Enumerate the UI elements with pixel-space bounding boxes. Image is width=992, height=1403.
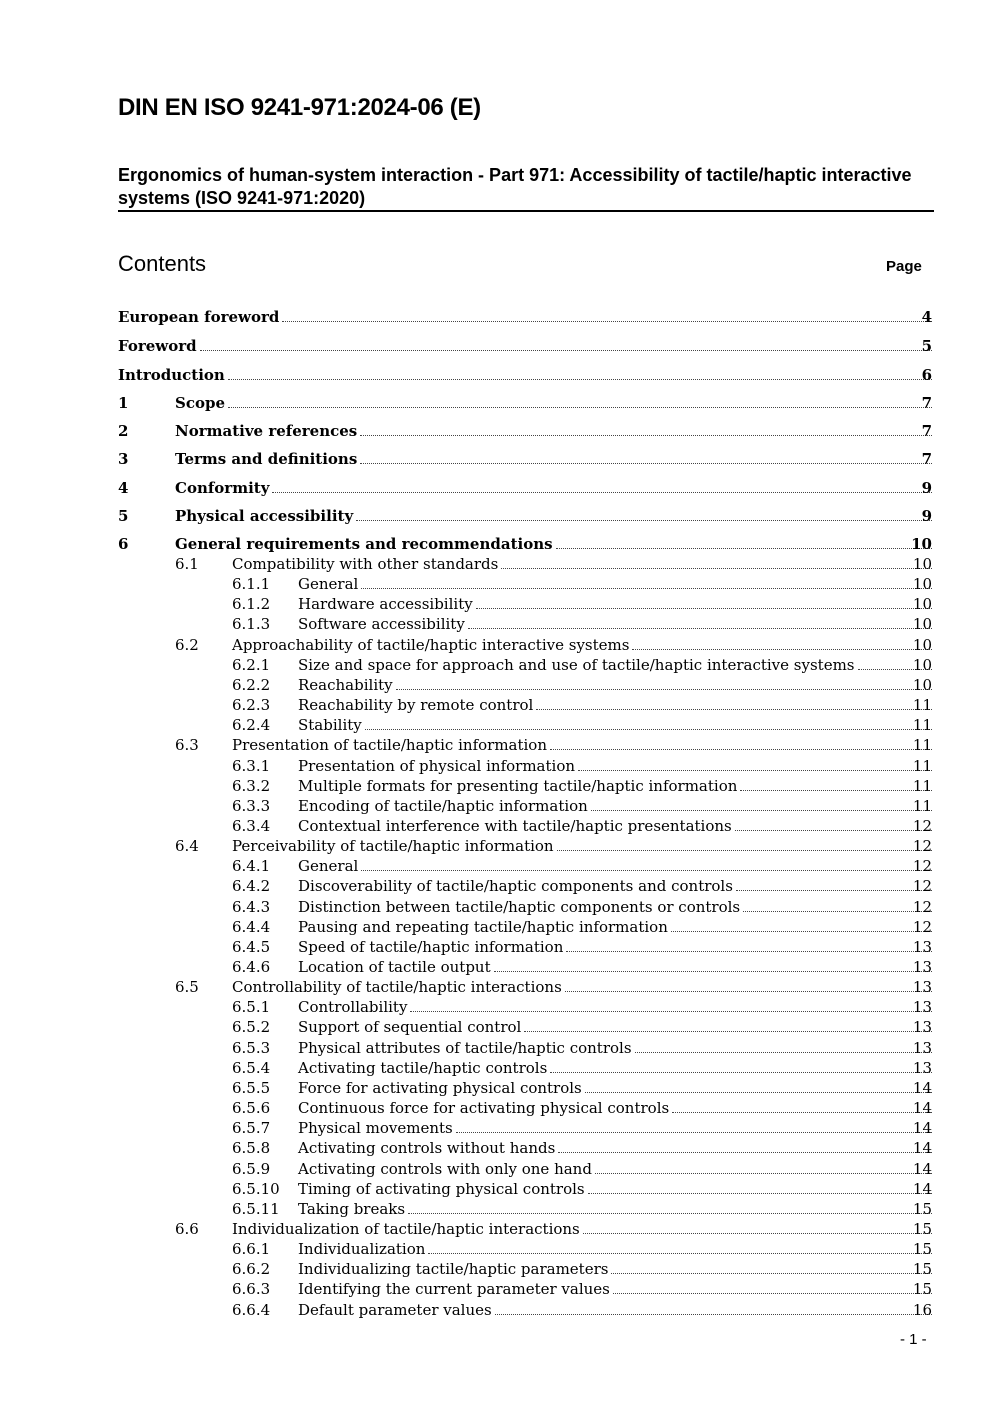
toc-entry-title-wrap xyxy=(298,1038,934,1058)
toc-entry-title[interactable]: Distinction between tactile/haptic components or controls xyxy=(298,897,741,916)
toc-dot-leader xyxy=(632,635,932,650)
toc-dot-leader xyxy=(361,574,932,589)
toc-entry-page: 10 xyxy=(912,555,932,573)
toc-entry-title[interactable]: Foreword xyxy=(118,337,197,355)
toc-dot-leader xyxy=(550,1058,932,1073)
toc-entry-title[interactable]: Continuous force for activating physical controls xyxy=(298,1099,670,1118)
toc-entry-title[interactable]: Size and space for approach and use of tactile/haptic interactive systems xyxy=(298,655,855,674)
toc-entry-page: 14 xyxy=(912,1179,932,1198)
toc-dot-leader xyxy=(536,695,932,710)
toc-entry-title[interactable]: Activating controls without hands xyxy=(298,1139,556,1158)
toc-entry-page: 14 xyxy=(912,1099,932,1118)
toc-entry-page: 5 xyxy=(921,337,932,355)
toc-entry-number: 6.2.1 xyxy=(232,655,271,674)
toc-entry-number: 6.5.3 xyxy=(232,1038,271,1057)
toc-entry-page: 14 xyxy=(912,1159,932,1178)
toc-entry-title-wrap xyxy=(232,635,934,655)
toc-entry-number: 1 xyxy=(118,394,129,412)
toc-entry-number: 6.2.2 xyxy=(232,675,271,694)
toc-entry-number: 6.5.5 xyxy=(232,1078,271,1097)
toc-entry-title[interactable]: Pausing and repeating tactile/haptic information xyxy=(298,917,668,936)
toc-entry-page: 10 xyxy=(912,655,932,674)
document-subtitle: Ergonomics of human-system interaction - Part 971: Accessibility of tactile/haptic interactive systems (ISO 9241-971:2020) xyxy=(118,165,912,208)
toc-entry-title-wrap xyxy=(298,897,934,917)
toc-dot-leader xyxy=(595,1159,932,1174)
toc-entry-title-wrap xyxy=(298,1159,934,1179)
toc-entry-title[interactable]: Speed of tactile/haptic information xyxy=(298,937,564,956)
toc-entry-title[interactable]: European foreword xyxy=(118,308,280,326)
toc-entry-title-wrap xyxy=(298,796,934,816)
toc-entry-title[interactable]: Physical attributes of tactile/haptic controls xyxy=(298,1038,632,1057)
toc-entry-title-wrap xyxy=(298,1138,934,1158)
toc-entry-title[interactable]: Individualizing tactile/haptic parameters xyxy=(298,1260,609,1279)
toc-entry-number: 6.6.2 xyxy=(232,1260,271,1279)
page-column-label: Page xyxy=(886,258,922,275)
toc-entry-title-wrap xyxy=(298,1279,934,1299)
toc-entry-page: 15 xyxy=(912,1280,932,1299)
toc-entry-number: 6.5.10 xyxy=(232,1179,280,1198)
toc-entry-title-wrap xyxy=(298,1058,934,1078)
toc-entry-page: 12 xyxy=(912,816,932,835)
toc-dot-leader xyxy=(456,1118,932,1133)
toc-dot-leader xyxy=(360,449,932,464)
toc-entry-page: 12 xyxy=(912,917,932,936)
toc-entry-title[interactable]: General xyxy=(298,575,359,594)
toc-entry-number: 6.5.2 xyxy=(232,1018,271,1037)
toc-entry-page: 14 xyxy=(912,1139,932,1158)
toc-dot-leader xyxy=(360,421,932,436)
toc-dot-leader xyxy=(200,336,932,351)
toc-entry-number: 6.5.8 xyxy=(232,1139,271,1158)
toc-dot-leader xyxy=(743,897,932,912)
toc-dot-leader xyxy=(566,937,932,952)
toc-entry-page: 10 xyxy=(912,595,932,614)
toc-entry-title[interactable]: Activating controls with only one hand xyxy=(298,1159,592,1178)
toc-entry-title-wrap xyxy=(175,421,934,441)
toc-entry-page: 10 xyxy=(911,535,932,553)
toc-entry-title[interactable]: Encoding of tactile/haptic information xyxy=(298,796,588,815)
toc-entry-title-wrap xyxy=(298,1239,934,1259)
toc-entry-number: 4 xyxy=(118,479,129,497)
toc-entry-number: 6.2.4 xyxy=(232,716,271,735)
toc-entry-title-wrap xyxy=(298,997,934,1017)
toc-entry-page: 11 xyxy=(912,796,932,815)
toc-entry-page: 12 xyxy=(912,857,932,876)
toc-entry-title-wrap xyxy=(298,1017,934,1037)
toc-entry-title[interactable]: Physical accessibility xyxy=(175,507,354,525)
toc-dot-leader xyxy=(361,856,932,871)
toc-entry-page: 15 xyxy=(912,1240,932,1259)
toc-dot-leader xyxy=(228,365,932,380)
toc-dot-leader xyxy=(476,594,932,609)
toc-entry-title-wrap xyxy=(298,1179,934,1199)
toc-entry-title[interactable]: Controllability xyxy=(298,998,408,1017)
toc-entry-number: 6.4 xyxy=(175,837,199,856)
toc-entry-page: 11 xyxy=(912,716,932,735)
toc-entry-page: 12 xyxy=(912,877,932,896)
toc-entry-title[interactable]: Scope xyxy=(175,394,226,412)
toc-entry-title-wrap xyxy=(232,977,934,997)
toc-dot-leader xyxy=(410,997,932,1012)
toc-entry-page: 13 xyxy=(912,978,932,997)
toc-entry-number: 6.5.4 xyxy=(232,1058,271,1077)
toc-entry-number: 6.3.2 xyxy=(232,776,271,795)
toc-entry-title[interactable]: Terms and definitions xyxy=(175,450,358,468)
toc-dot-leader xyxy=(591,796,932,811)
toc-entry-title-wrap xyxy=(298,574,934,594)
toc-entry-title[interactable]: Presentation of tactile/haptic information xyxy=(232,736,547,755)
toc-entry-title-wrap xyxy=(298,1199,934,1219)
toc-entry-page: 12 xyxy=(912,837,932,856)
toc-entry-title[interactable]: Individualization of tactile/haptic interactions xyxy=(232,1219,580,1238)
toc-entry-page: 11 xyxy=(912,736,932,755)
toc-entry-number: 6.5.11 xyxy=(232,1199,280,1218)
toc-dot-leader xyxy=(558,1138,932,1153)
toc-entry-page: 14 xyxy=(912,1078,932,1097)
toc-entry-page: 6 xyxy=(921,366,932,384)
toc-entry-page: 15 xyxy=(912,1260,932,1279)
toc-entry-number: 6.4.5 xyxy=(232,937,271,956)
toc-dot-leader xyxy=(565,977,932,992)
toc-entry-title[interactable]: Controllability of tactile/haptic interactions xyxy=(232,978,562,997)
toc-entry-number: 6.6 xyxy=(175,1219,199,1238)
toc-entry-page: 13 xyxy=(912,1038,932,1057)
toc-entry-title-wrap xyxy=(298,1098,934,1118)
toc-entry-number: 6.3.4 xyxy=(232,816,271,835)
toc-entry-number: 6.5.1 xyxy=(232,998,271,1017)
toc-dot-leader xyxy=(556,534,932,549)
toc-entry-number: 6.5.9 xyxy=(232,1159,271,1178)
contents-heading: Contents xyxy=(118,251,207,276)
toc-dot-leader xyxy=(408,1199,932,1214)
toc-entry-title[interactable]: Physical movements xyxy=(298,1119,453,1138)
toc-dot-leader xyxy=(578,756,932,771)
toc-dot-leader xyxy=(494,957,932,972)
toc-entry-title-wrap xyxy=(298,816,934,836)
toc-dot-leader xyxy=(365,715,932,730)
toc-dot-leader xyxy=(583,1219,932,1234)
toc-entry-page: 11 xyxy=(912,756,932,775)
toc-entry-number: 6.4.6 xyxy=(232,958,271,976)
toc-dot-leader xyxy=(524,1017,932,1032)
toc-entry-number: 3 xyxy=(118,450,129,468)
toc-entry-page: 10 xyxy=(912,635,932,654)
title-rule xyxy=(118,210,934,212)
toc-entry-page: 9 xyxy=(921,479,932,497)
toc-entry-title-wrap xyxy=(298,876,934,896)
toc-dot-leader xyxy=(282,307,932,322)
toc-entry-number: 6.1.1 xyxy=(232,575,271,594)
toc-entry-title-wrap xyxy=(298,856,934,876)
toc-entry-number: 6.4.1 xyxy=(232,857,271,876)
toc-entry-title-wrap xyxy=(118,365,934,385)
toc-entry-title-wrap xyxy=(232,836,934,856)
footer-page-number: - 1 - xyxy=(900,1331,927,1348)
toc-entry-title[interactable]: Reachability xyxy=(298,675,393,694)
toc-entry-page: 13 xyxy=(912,1018,932,1037)
toc-entry-title-wrap xyxy=(298,917,934,937)
toc-entry-page: 11 xyxy=(912,696,932,715)
toc-dot-leader xyxy=(396,675,932,690)
toc-entry-number: 6.6.4 xyxy=(232,1300,271,1319)
toc-entry-title-wrap xyxy=(298,1259,934,1279)
toc-entry-title-wrap xyxy=(298,937,934,957)
toc-entry-title-wrap xyxy=(298,715,934,735)
toc-dot-leader xyxy=(585,1078,932,1093)
toc-entry-title-wrap xyxy=(118,307,934,327)
toc-entry-page: 7 xyxy=(921,450,932,468)
toc-entry-page: 10 xyxy=(912,615,932,634)
toc-entry-title-wrap xyxy=(298,756,934,776)
toc-dot-leader xyxy=(611,1259,932,1274)
toc-entry-title[interactable]: Multiple formats for presenting tactile/haptic information xyxy=(298,776,738,795)
toc-entry-title[interactable]: Software accessibility xyxy=(298,615,465,634)
toc-entry-title[interactable]: Stability xyxy=(298,716,362,735)
toc-dot-leader xyxy=(671,917,932,932)
toc-entry-page: 16 xyxy=(912,1300,932,1319)
toc-entry-page: 13 xyxy=(912,937,932,956)
toc-entry-title-wrap xyxy=(175,393,934,413)
toc-entry-number: 6 xyxy=(118,535,129,553)
toc-entry-number: 5 xyxy=(118,507,129,525)
toc-dot-leader xyxy=(356,506,932,521)
toc-entry-title[interactable]: Reachability by remote control xyxy=(298,696,534,715)
toc-dot-leader xyxy=(735,816,932,831)
toc-dot-leader xyxy=(495,1300,932,1315)
toc-entry-title-wrap xyxy=(175,449,934,469)
toc-entry-number: 2 xyxy=(118,422,129,440)
toc-entry-title-wrap xyxy=(232,1219,934,1239)
toc-entry-page: 4 xyxy=(921,308,932,326)
toc-entry-title[interactable]: General xyxy=(298,857,359,876)
toc-entry-title-wrap xyxy=(298,695,934,715)
toc-entry-title[interactable]: Identifying the current parameter values xyxy=(298,1280,610,1299)
toc-entry-number: 6.3.1 xyxy=(232,756,271,775)
toc-entry-title[interactable]: Perceivability of tactile/haptic information xyxy=(232,837,554,856)
toc-entry-title-wrap xyxy=(298,1118,934,1138)
toc-entry-title-wrap xyxy=(298,957,934,977)
toc-entry-page: 14 xyxy=(912,1119,932,1138)
toc-entry-title[interactable]: Force for activating physical controls xyxy=(298,1078,582,1097)
toc-entry-number: 6.3.3 xyxy=(232,796,271,815)
toc-entry-title-wrap xyxy=(298,1300,934,1320)
toc-dot-leader xyxy=(613,1279,932,1294)
toc-entry-page: 11 xyxy=(912,776,932,795)
toc-entry-number: 6.5.6 xyxy=(232,1099,271,1118)
toc-entry-title[interactable]: Default parameter values xyxy=(298,1300,492,1319)
toc-entry-title-wrap xyxy=(232,554,934,574)
toc-entry-title-wrap xyxy=(298,655,934,675)
toc-entry-number: 6.1.2 xyxy=(232,595,271,614)
toc-entry-title[interactable]: Location of tactile output xyxy=(298,958,491,976)
toc-entry-number: 6.6.1 xyxy=(232,1240,271,1259)
toc-entry-number: 6.2.3 xyxy=(232,696,271,715)
toc-dot-leader xyxy=(550,735,932,750)
toc-entry-title[interactable]: Discoverability of tactile/haptic components and controls xyxy=(298,877,733,896)
toc-entry-page: 10 xyxy=(912,675,932,694)
toc-entry-page: 10 xyxy=(912,575,932,594)
toc-dot-leader xyxy=(635,1038,932,1053)
toc-entry-number: 6.5 xyxy=(175,978,199,997)
toc-entry-title[interactable]: Activating tactile/haptic controls xyxy=(298,1058,548,1077)
toc-entry-title-wrap xyxy=(175,478,934,498)
toc-entry-title-wrap xyxy=(232,735,934,755)
toc-dot-leader xyxy=(272,478,932,493)
toc-entry-title-wrap xyxy=(298,594,934,614)
toc-entry-number: 6.1.3 xyxy=(232,615,271,634)
toc-entry-page: 7 xyxy=(921,422,932,440)
toc-dot-leader xyxy=(428,1239,932,1254)
toc-entry-number: 6.4.3 xyxy=(232,897,271,916)
toc-dot-leader xyxy=(557,836,932,851)
toc-entry-number: 6.2 xyxy=(175,635,199,654)
toc-entry-page: 15 xyxy=(912,1199,932,1218)
toc-entry-title-wrap xyxy=(298,776,934,796)
toc-entry-title-wrap xyxy=(175,506,934,526)
toc-entry-number: 6.6.3 xyxy=(232,1280,271,1299)
toc-dot-leader xyxy=(468,614,932,629)
toc-entry-number: 6.3 xyxy=(175,736,199,755)
toc-entry-title[interactable]: Presentation of physical information xyxy=(298,756,576,775)
toc-entry-title[interactable]: Support of sequential control xyxy=(298,1018,522,1037)
toc-dot-leader xyxy=(672,1098,932,1113)
toc-entry-title[interactable]: Individualization xyxy=(298,1240,426,1259)
toc-entry-page: 13 xyxy=(912,998,932,1017)
toc-entry-title[interactable]: Contextual interference with tactile/haptic presentations xyxy=(298,816,732,835)
toc-entry-title[interactable]: Taking breaks xyxy=(298,1199,406,1218)
toc-entry-title[interactable]: Hardware accessibility xyxy=(298,595,473,614)
toc-entry-title[interactable]: Timing of activating physical controls xyxy=(298,1179,585,1198)
toc-entry-page: 9 xyxy=(921,507,932,525)
toc-entry-number: 6.4.4 xyxy=(232,917,271,936)
toc-entry-number: 6.1 xyxy=(175,555,199,573)
toc-entry-title[interactable]: Compatibility with other standards xyxy=(232,555,499,573)
toc-dot-leader xyxy=(740,776,932,791)
toc-entry-title-wrap xyxy=(175,534,934,554)
toc-entry-title[interactable]: Conformity xyxy=(175,479,270,497)
toc-entry-title-wrap xyxy=(298,1078,934,1098)
toc-entry-number: 6.4.2 xyxy=(232,877,271,896)
toc-entry-page: 13 xyxy=(912,958,932,976)
toc-entry-page: 7 xyxy=(921,394,932,412)
document-id: DIN EN ISO 9241-971:2024-06 (E) xyxy=(118,94,481,121)
toc-entry-number: 6.5.7 xyxy=(232,1119,271,1138)
toc-entry-title[interactable]: Introduction xyxy=(118,366,225,384)
toc-dot-leader xyxy=(736,876,932,891)
toc-entry-title-wrap xyxy=(118,336,934,356)
toc-entry-page: 12 xyxy=(912,897,932,916)
toc-entry-title[interactable]: Approachability of tactile/haptic interactive systems xyxy=(232,635,630,654)
toc-entry-title-wrap xyxy=(298,675,934,695)
toc-entry-page: 15 xyxy=(912,1219,932,1238)
toc-dot-leader xyxy=(501,554,932,569)
toc-dot-leader xyxy=(228,393,932,408)
toc-entry-title[interactable]: General requirements and recommendations xyxy=(175,535,553,553)
toc-dot-leader xyxy=(588,1179,932,1194)
toc-entry-page: 13 xyxy=(912,1058,932,1077)
toc-entry-title-wrap xyxy=(298,614,934,634)
toc-entry-title[interactable]: Normative references xyxy=(175,422,358,440)
